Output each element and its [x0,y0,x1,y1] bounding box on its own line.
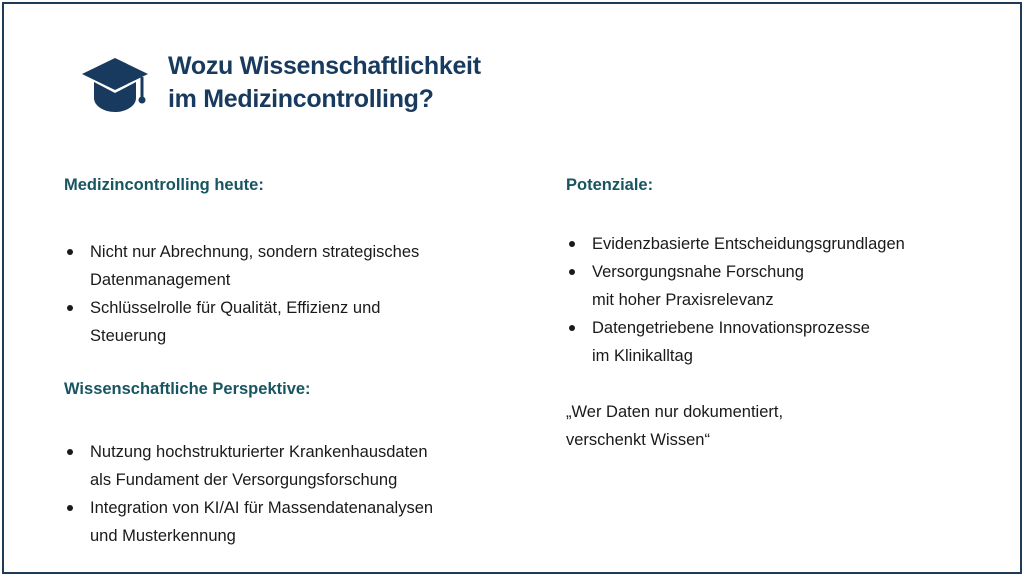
left-column [64,176,534,550]
bullet-list-potenziale [566,230,1006,370]
title-line-2: im Medizincontrolling? [168,85,434,113]
list-item: Integration von KI/AI für Massendatenanalysen und Musterkennung [64,494,534,550]
title-line-1: Wozu Wissenschaftlichkeit [168,52,481,80]
list-item: Schlüsselrolle für Qualität, Effizienz und Steuerung [64,294,534,350]
quote-line-1: „Wer Daten nur dokumentiert, [566,403,784,421]
right-column [566,176,1006,454]
quote [566,398,1006,454]
bullet-list-heute [64,238,534,350]
section-heading-perspektive: Wissenschaftliche Perspektive: [64,380,311,398]
graduation-cap-icon [80,54,150,118]
list-item: Nutzung hochstrukturierter Krankenhausdaten als Fundament der Versorgungsforschung [64,438,534,494]
slide-header [80,50,481,118]
list-item: Datengetriebene Innovationsprozesse im Klinikalltag [566,314,1006,370]
bullet-list-perspektive [64,438,534,550]
quote-line-2: verschenkt Wissen“ [566,431,710,449]
list-item: Versorgungsnahe Forschung mit hoher Praxisrelevanz [566,258,1006,314]
slide [2,2,1022,574]
list-item: Evidenzbasierte Entscheidungsgrundlagen [566,230,1006,258]
page-title [168,50,481,116]
section-heading-medizincontrolling: Medizincontrolling heute: [64,176,264,194]
section-heading-potenziale: Potenziale: [566,176,654,194]
list-item: Nicht nur Abrechnung, sondern strategisches Datenmanagement [64,238,534,294]
